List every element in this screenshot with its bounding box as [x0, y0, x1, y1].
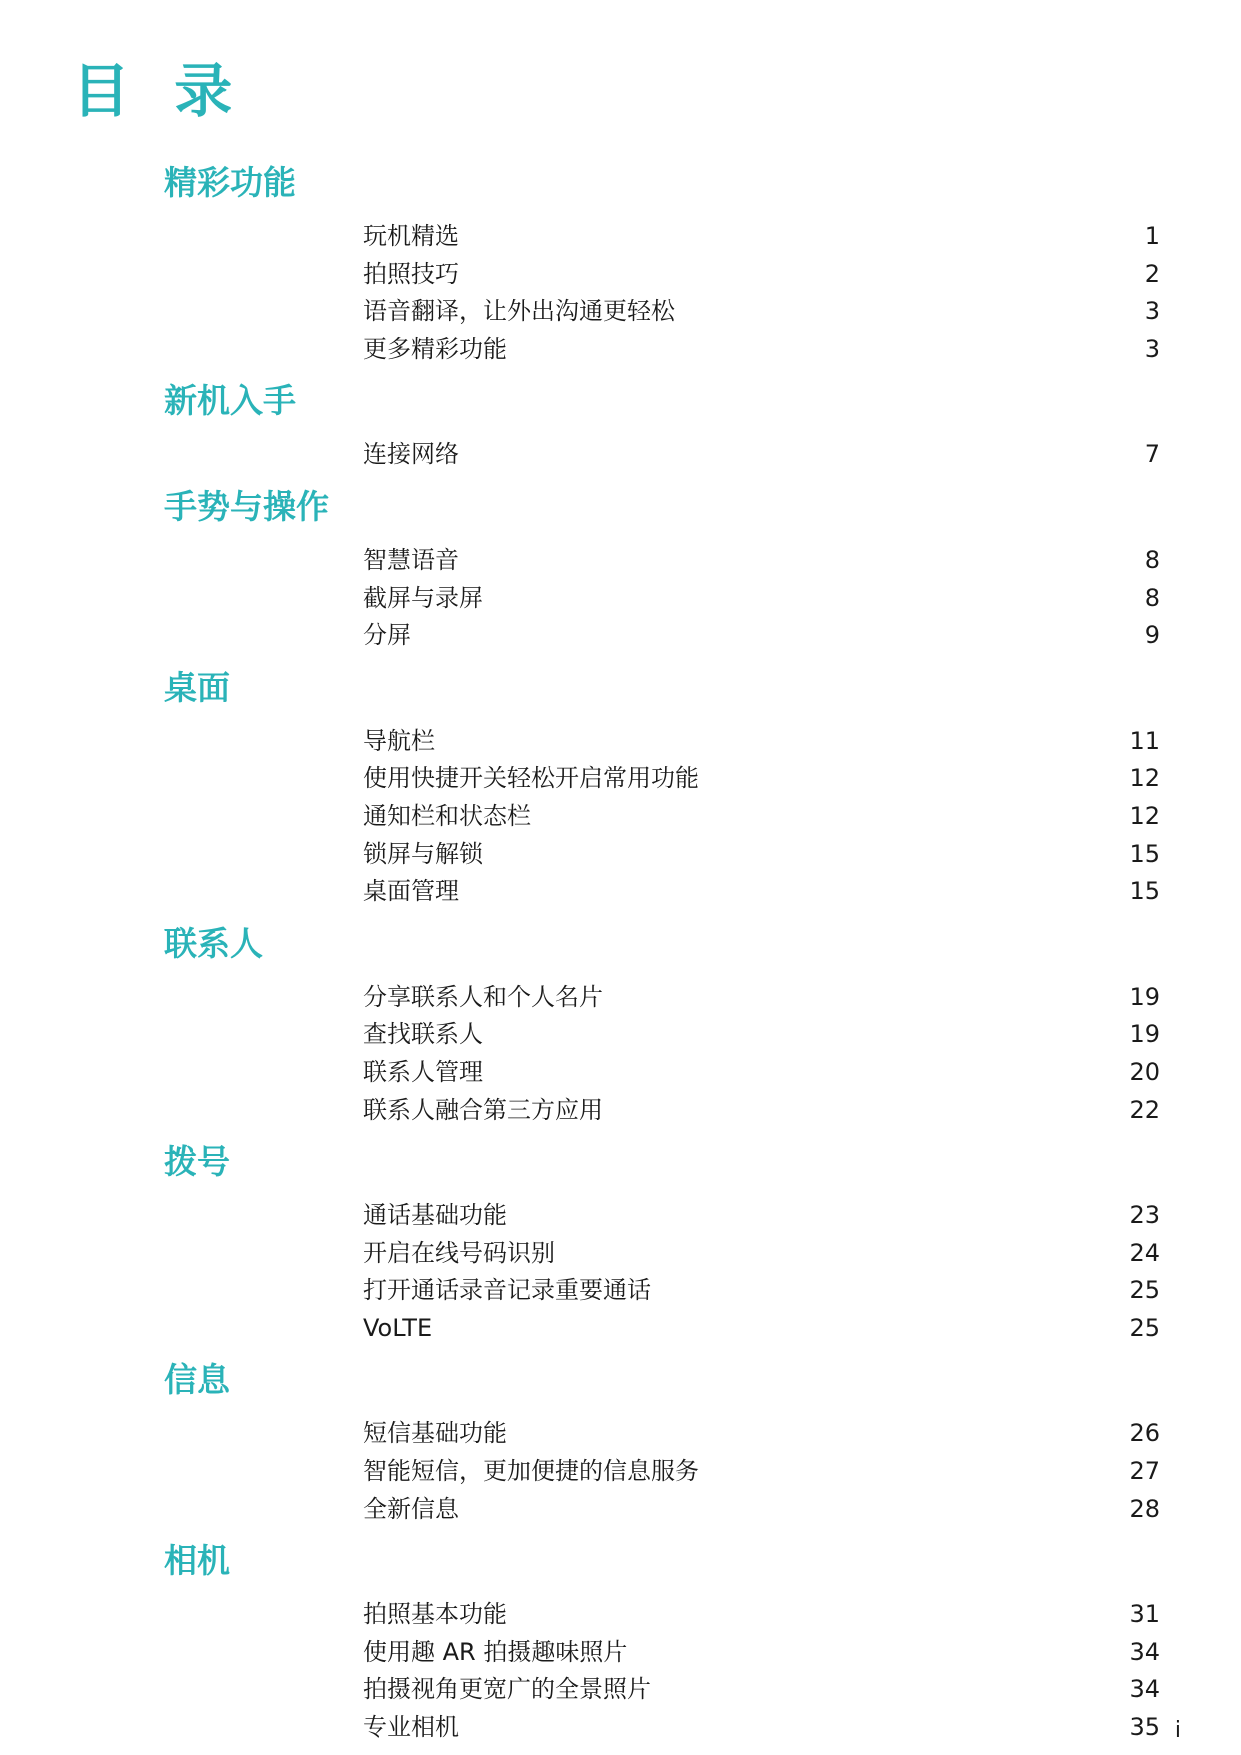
toc-entry[interactable] — [0, 1272, 1241, 1310]
toc-entry[interactable] — [0, 1491, 1241, 1529]
entry-title[interactable]: 使用快捷开关轻松开启常用功能 — [363, 764, 699, 793]
entry-page-number: 9 — [1144, 621, 1160, 650]
section-heading[interactable]: 手势与操作 — [164, 486, 329, 526]
toc-entry[interactable] — [0, 331, 1241, 369]
entry-title[interactable]: 智慧语音 — [363, 545, 459, 574]
entry-page-number: 2 — [1144, 259, 1160, 288]
entry-page-number: 19 — [1129, 1020, 1160, 1049]
toc-entry[interactable] — [0, 1634, 1241, 1672]
toc-entry[interactable] — [0, 1709, 1241, 1747]
entry-title[interactable]: 桌面管理 — [363, 877, 459, 906]
toc-entry[interactable] — [0, 218, 1241, 256]
entry-title[interactable]: 通知栏和状态栏 — [363, 801, 531, 830]
entry-page-number: 22 — [1129, 1095, 1160, 1124]
toc-entry[interactable] — [0, 873, 1241, 911]
toc-entry[interactable] — [0, 1235, 1241, 1273]
entry-title[interactable]: 拍照技巧 — [363, 259, 459, 288]
toc-entry[interactable] — [0, 1054, 1241, 1092]
toc-entry[interactable] — [0, 436, 1241, 474]
section-heading[interactable]: 桌面 — [164, 667, 230, 707]
toc-section — [0, 919, 1241, 1129]
toc-entry[interactable] — [0, 798, 1241, 836]
entry-title[interactable]: 联系人管理 — [363, 1057, 483, 1086]
table-of-contents — [0, 158, 1241, 1755]
entry-title[interactable]: 短信基础功能 — [363, 1419, 507, 1448]
entry-title[interactable]: 锁屏与解锁 — [363, 839, 483, 868]
entry-title[interactable]: 截屏与录屏 — [363, 583, 483, 612]
section-heading[interactable]: 信息 — [164, 1360, 230, 1400]
entry-title[interactable]: 拍照基本功能 — [363, 1600, 507, 1629]
entry-page-number: 7 — [1144, 440, 1160, 469]
entry-page-number: 26 — [1129, 1419, 1160, 1448]
section-heading[interactable]: 联系人 — [164, 923, 263, 963]
toc-section — [0, 158, 1241, 368]
entry-page-number: 34 — [1129, 1675, 1160, 1704]
toc-entry[interactable] — [0, 617, 1241, 655]
section-heading[interactable]: 精彩功能 — [164, 163, 296, 202]
entry-page-number: 15 — [1129, 877, 1160, 906]
entry-title[interactable]: 开启在线号码识别 — [363, 1238, 555, 1267]
toc-entry[interactable] — [0, 760, 1241, 798]
toc-entry[interactable] — [0, 723, 1241, 761]
toc-section — [0, 1137, 1241, 1347]
toc-entry[interactable] — [0, 1092, 1241, 1130]
entry-title[interactable]: 全新信息 — [363, 1494, 459, 1523]
toc-entry[interactable] — [0, 1310, 1241, 1348]
toc-entry[interactable] — [0, 1415, 1241, 1453]
section-heading[interactable]: 新机入手 — [164, 381, 296, 421]
entry-title[interactable]: 语音翻译，让外出沟通更轻松 — [363, 297, 675, 326]
toc-section — [0, 376, 1241, 474]
toc-entry[interactable] — [0, 979, 1241, 1017]
entry-page-number: 19 — [1129, 982, 1160, 1011]
section-heading[interactable]: 相机 — [164, 1541, 230, 1581]
entry-page-number: 25 — [1129, 1276, 1160, 1305]
entry-title[interactable]: 拍摄视角更宽广的全景照片 — [363, 1675, 651, 1704]
toc-section — [0, 482, 1241, 655]
page-title: 目 录 — [72, 57, 245, 125]
toc-section — [0, 1536, 1241, 1746]
toc-section — [0, 663, 1241, 911]
entry-page-number: 27 — [1129, 1457, 1160, 1486]
entry-page-number: 8 — [1144, 545, 1160, 574]
toc-entry[interactable] — [0, 836, 1241, 874]
entry-title[interactable]: 玩机精选 — [363, 222, 459, 250]
entry-title[interactable]: 使用趣 AR 拍摄趣味照片 — [363, 1637, 628, 1666]
entry-page-number: 8 — [1144, 583, 1160, 612]
entry-title[interactable]: 通话基础功能 — [363, 1201, 507, 1230]
entry-page-number: 20 — [1129, 1057, 1160, 1086]
entry-page-number: 23 — [1129, 1201, 1160, 1230]
entry-title[interactable]: 专业相机 — [363, 1713, 459, 1742]
entry-page-number: 25 — [1129, 1313, 1160, 1342]
entry-title[interactable]: 更多精彩功能 — [363, 334, 507, 363]
entry-title[interactable]: 打开通话录音记录重要通话 — [363, 1276, 651, 1305]
toc-section — [0, 1355, 1241, 1528]
toc-entry[interactable] — [0, 1016, 1241, 1054]
entry-page-number: 3 — [1144, 297, 1160, 326]
toc-entry[interactable] — [0, 542, 1241, 580]
entry-title[interactable]: 智能短信，更加便捷的信息服务 — [363, 1457, 699, 1486]
entry-page-number: 28 — [1129, 1494, 1160, 1523]
entry-page-number: 12 — [1129, 764, 1160, 793]
entry-title[interactable]: 查找联系人 — [363, 1020, 483, 1049]
entry-title[interactable]: 联系人融合第三方应用 — [363, 1095, 603, 1124]
entry-page-number: 35 — [1129, 1713, 1160, 1742]
entry-page-number: 15 — [1129, 839, 1160, 868]
section-heading[interactable]: 拨号 — [164, 1142, 230, 1182]
toc-entry[interactable] — [0, 293, 1241, 331]
entry-title[interactable]: 分享联系人和个人名片 — [363, 982, 603, 1011]
toc-entry[interactable] — [0, 580, 1241, 618]
entry-page-number: 12 — [1129, 801, 1160, 830]
entry-title[interactable]: 分屏 — [363, 621, 411, 650]
entry-page-number: 34 — [1129, 1637, 1160, 1666]
entry-page-number: 3 — [1144, 334, 1160, 363]
entry-page-number: 31 — [1129, 1600, 1160, 1629]
entry-page-number: 1 — [1144, 222, 1160, 250]
page-number: i — [1174, 1718, 1181, 1743]
toc-entry[interactable] — [0, 1197, 1241, 1235]
entry-title[interactable]: 导航栏 — [363, 726, 435, 755]
toc-entry[interactable] — [0, 1671, 1241, 1709]
toc-entry[interactable] — [0, 256, 1241, 294]
entry-title[interactable]: VoLTE — [363, 1313, 433, 1342]
entry-page-number: 24 — [1129, 1238, 1160, 1267]
toc-entry[interactable] — [0, 1453, 1241, 1491]
entry-title[interactable]: 连接网络 — [363, 440, 459, 469]
toc-entry[interactable] — [0, 1596, 1241, 1634]
entry-page-number: 11 — [1129, 726, 1160, 755]
